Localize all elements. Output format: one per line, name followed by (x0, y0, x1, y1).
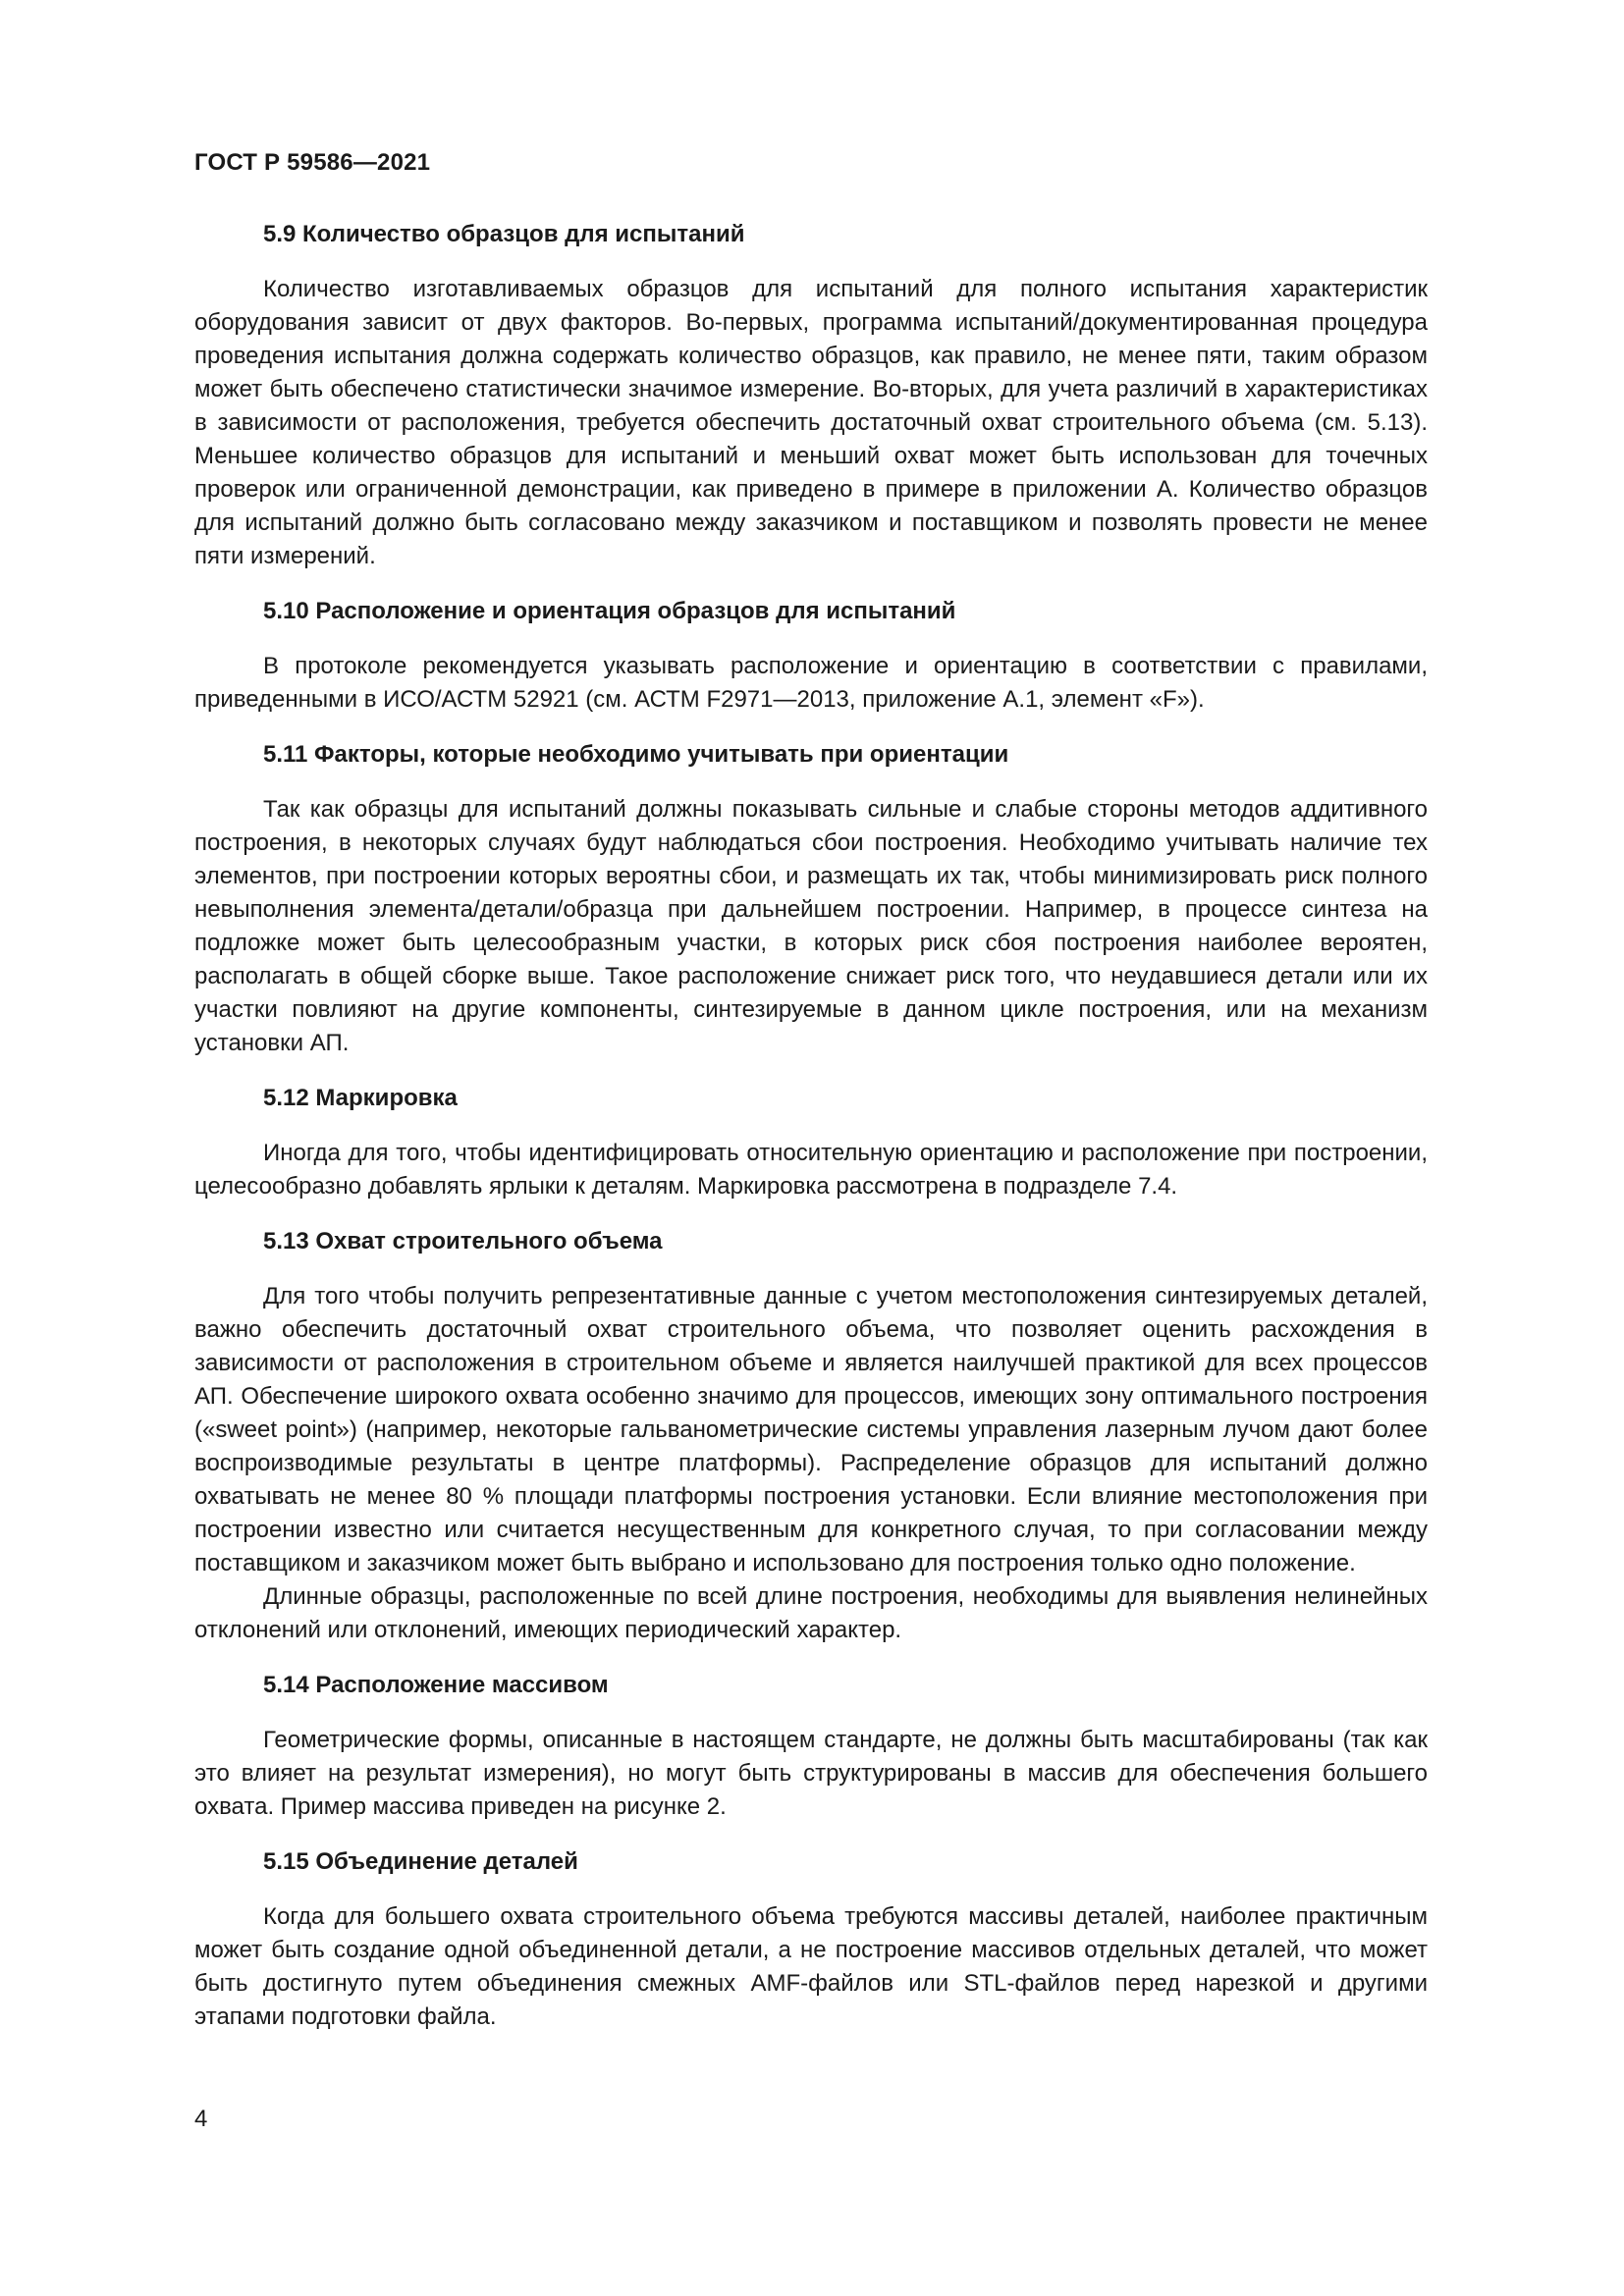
paragraph: Так как образцы для испытаний должны показывать сильные и слабые стороны методов аддитивного построения, в некоторых случаях будут наблюдаться сбои построения. Необходимо учитывать наличие тех элементов, при построении которых вероятны сбои, и размещать их так, чтобы минимизировать риск полного невыполнения элемента/детали/образца при дальнейшем построении. Например, в процессе синтеза на подложке может быть целесообразным участки, в которых риск сбоя построения наиболее вероятен, располагать в общей сборке выше. Такое расположение снижает риск того, что неудавшиеся детали или их участки повлияют на другие компоненты, синтезируемые в данном цикле построения, или на механизм установки АП. (194, 796, 1428, 1056)
section-5-13 (194, 1225, 1428, 1647)
section-5-15 (194, 1845, 1428, 2034)
document-id-header: ГОСТ Р 59586—2021 (194, 149, 431, 176)
section-title: 5.11 Факторы, которые необходимо учитывать при ориентации (263, 741, 1009, 768)
section-5-14 (194, 1669, 1428, 1824)
paragraph: Длинные образцы, расположенные по всей длине построения, необходимы для выявления нелинейных отклонений или отклонений, имеющих периодический характер. (194, 1583, 1428, 1643)
section-title: 5.14 Расположение массивом (263, 1672, 609, 1698)
section-title: 5.9 Количество образцов для испытаний (263, 221, 745, 247)
section-5-12 (194, 1082, 1428, 1203)
paragraph: Геометрические формы, описанные в настоящем стандарте, не должны быть масштабированы (так как это влияет на результат измерения), но могут быть структурированы в массив для обеспечения большего охвата. Пример массива приведен на рисунке 2. (194, 1727, 1428, 1820)
section-title: 5.10 Расположение и ориентация образцов для испытаний (263, 598, 956, 624)
paragraph: Количество изготавливаемых образцов для испытаний для полного испытания характеристик оборудования зависит от двух факторов. Во-первых, программа испытаний/документированная процедура проведения испытания должна содержать количество образцов, как правило, не менее пяти, таким образом может быть обеспечено статистически значимое измерение. Во-вторых, для учета различий в характеристиках в зависимости от расположения, требуется обеспечить достаточный охват строительного объема (см. 5.13). Меньшее количество образцов для испытаний и меньший охват может быть использован для точечных проверок или ограниченной демонстрации, как приведено в примере в приложении А. Количество образцов для испытаний должно быть согласовано между заказчиком и поставщиком и позволять провести не менее пяти измерений. (194, 276, 1428, 569)
paragraph: Для того чтобы получить репрезентативные данные с учетом местоположения синтезируемых деталей, важно обеспечить достаточный охват строительного объема, что позволяет оценить расхождения в зависимости от расположения в строительном объеме и является наилучшей практикой для всех процессов АП. Обеспечение широкого охвата особенно значимо для процессов, имеющих зону оптимального построения («sweet point») (например, некоторые гальванометрические системы управления лазерным лучом дают более воспроизводимые результаты в центре платформы). Распределение образцов для испытаний должно охватывать не менее 80 % площади платформы построения установки. Если влияние местоположения при построении известно или считается несущественным для конкретного случая, то при согласовании между поставщиком и заказчиком может быть выбрано и использовано для построения только одно положение. (194, 1283, 1428, 1576)
section-5-10 (194, 595, 1428, 717)
section-5-9 (194, 218, 1428, 573)
page-number: 4 (194, 2106, 208, 2132)
section-title: 5.12 Маркировка (263, 1085, 458, 1111)
document-body (194, 218, 1428, 2056)
paragraph: В протоколе рекомендуется указывать расположение и ориентацию в соответствии с правилами, приведенными в ИСО/АСТМ 52921 (см. АСТМ F2971—2013, приложение А.1, элемент «F»). (194, 653, 1428, 713)
section-5-11 (194, 738, 1428, 1060)
paragraph: Когда для большего охвата строительного объема требуются массивы деталей, наиболее практичным может быть создание одной объединенной детали, а не построение массивов отдельных деталей, что может быть достигнуто путем объединения смежных AMF-файлов или STL-файлов перед нарезкой и другими этапами подготовки файла. (194, 1903, 1428, 2030)
section-title: 5.15 Объединение деталей (263, 1848, 578, 1875)
paragraph: Иногда для того, чтобы идентифицировать относительную ориентацию и расположение при построении, целесообразно добавлять ярлыки к деталям. Маркировка рассмотрена в подразделе 7.4. (194, 1140, 1428, 1200)
section-title: 5.13 Охват строительного объема (263, 1228, 663, 1255)
